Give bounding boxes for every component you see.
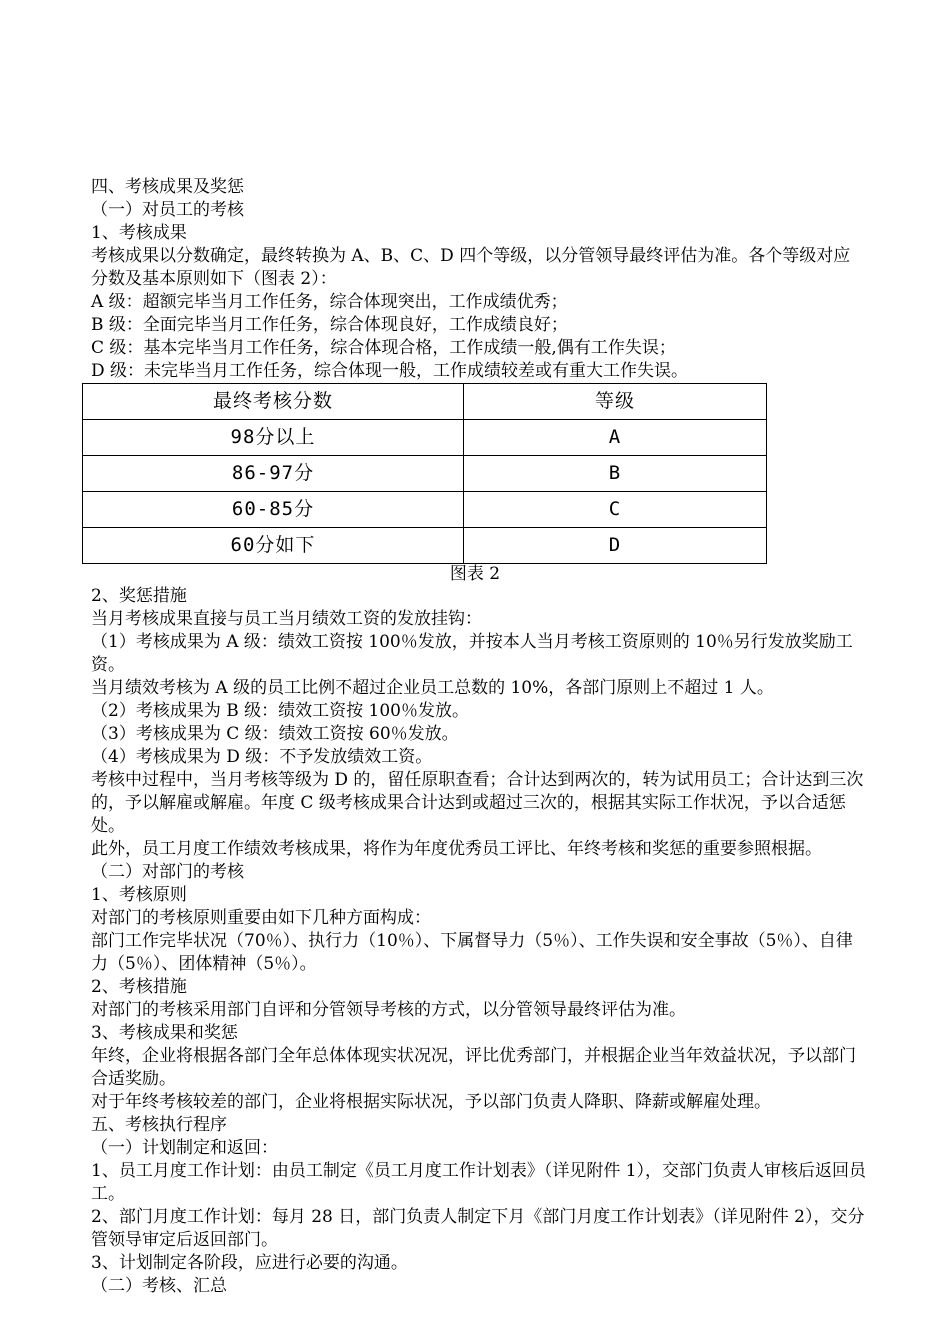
table-cell-grade: A (464, 420, 767, 456)
table-row (83, 492, 767, 528)
paragraph: 2、部门月度工作计划：每月 28 日，部门负责人制定下月《部门月度工作计划表》（详见附件 2），交分管领导审定后返回部门。 (91, 1207, 865, 1250)
paragraph: 对部门的考核原则重要由如下几种方面构成： (91, 908, 431, 928)
item-heading: 2、奖惩措施 (91, 586, 187, 606)
table-cell-score: 60分如下 (83, 528, 464, 564)
paragraph: （2）考核成果为 B 级：绩效工资按 100％发放。 (91, 701, 469, 721)
grade-score-table (82, 383, 767, 564)
section-heading: 五、考核执行程序 (91, 1115, 227, 1135)
item-heading: 1、考核原则 (91, 885, 187, 905)
paragraph: 对于年终考核较差的部门，企业将根据实际状况，予以部门负责人降职、降薪或解雇处理。 (91, 1092, 771, 1112)
paragraph: 3、计划制定各阶段，应进行必要的沟通。 (91, 1253, 408, 1273)
grade-d-description: D 级：未完毕当月工作任务，综合体现一般，工作成绩较差或有重大工作失误。 (91, 361, 689, 381)
paragraph: 对部门的考核采用部门自评和分管领导考核的方式，以分管领导最终评估为准。 (91, 1000, 686, 1020)
paragraph: 当月考核成果直接与员工当月绩效工资的发放挂钩： (91, 609, 482, 629)
table-cell-grade: D (464, 528, 767, 564)
paragraph: 考核中过程中，当月考核等级为 D 的，留任原职查看；合计达到两次的，转为试用员工；合计达到三次的，予以解雇或解雇。年度 C 级考核成果合计达到或超过三次的，根据其实际工作状况，予以合适惩处。 (91, 770, 864, 836)
item-heading: 1、考核成果 (91, 223, 187, 243)
subsection-heading: （二）对部门的考核 (91, 862, 244, 882)
paragraph: 1、员工月度工作计划：由员工制定《员工月度工作计划表》（详见附件 1），交部门负责人审核后返回员工。 (91, 1161, 867, 1204)
table-row (83, 420, 767, 456)
table-header-score: 最终考核分数 (83, 384, 464, 420)
paragraph: 当月绩效考核为 A 级的员工比例不超过企业员工总数的 10%，各部门原则上不超过 1 人。 (91, 678, 774, 698)
table-header-row (83, 384, 767, 420)
paragraph: （4）考核成果为 D 级：不予发放绩效工资。 (91, 747, 433, 767)
table-cell-grade: B (464, 456, 767, 492)
table-header-grade: 等级 (464, 384, 767, 420)
grade-a-description: A 级：超额完毕当月工作任务，综合体现突出，工作成绩优秀； (91, 292, 568, 312)
table-cell-grade: C (464, 492, 767, 528)
subsection-heading: （一）对员工的考核 (91, 200, 244, 220)
item-heading: 2、考核措施 (91, 977, 187, 997)
paragraph: 此外，员工月度工作绩效考核成果，将作为年度优秀员工评比、年终考核和奖惩的重要参照根据。 (91, 839, 822, 859)
body-continued (91, 585, 867, 1298)
table-cell-score: 86-97分 (83, 456, 464, 492)
subsection-heading: （二）考核、汇总 (91, 1276, 227, 1296)
section-4-intro (91, 176, 867, 383)
paragraph: 考核成果以分数确定，最终转换为 A、B、C、D 四个等级，以分管领导最终评估为准。各个等级对应分数及基本原则如下（图表 2）： (91, 246, 851, 289)
grade-b-description: B 级：全面完毕当月工作任务，综合体现良好，工作成绩良好； (91, 315, 568, 335)
subsection-heading: （一）计划制定和返回： (91, 1138, 278, 1158)
paragraph: （3）考核成果为 C 级：绩效工资按 60％发放。 (91, 724, 459, 744)
table-row (83, 456, 767, 492)
paragraph: 部门工作完毕状况（70％）、执行力（10％）、下属督导力（5％）、工作失误和安全事故（5％）、自律力（5％）、团体精神（5％）。 (91, 931, 853, 974)
table-row (83, 528, 767, 564)
table-caption: 图表 2 (449, 564, 501, 584)
table-cell-score: 60-85分 (83, 492, 464, 528)
section-heading: 四、考核成果及奖惩 (91, 177, 244, 197)
grade-c-description: C 级：基本完毕当月工作任务，综合体现合格，工作成绩一般,偶有工作失误； (91, 338, 676, 358)
table-cell-score: 98分以上 (83, 420, 464, 456)
paragraph: 年终，企业将根据各部门全年总体体现实状况况，评比优秀部门，并根据企业当年效益状况，予以部门合适奖励。 (91, 1046, 856, 1089)
item-heading: 3、考核成果和奖惩 (91, 1023, 238, 1043)
paragraph: （1）考核成果为 A 级：绩效工资按 100％发放，并按本人当月考核工资原则的 10％另行发放奖励工资。 (91, 632, 853, 675)
